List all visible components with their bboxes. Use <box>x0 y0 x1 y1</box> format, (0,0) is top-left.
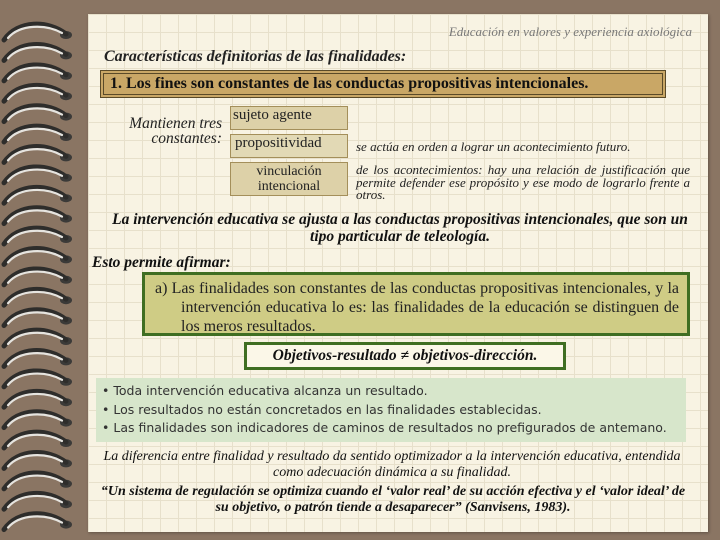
bullet-item: • Las finalidades son indicadores de caminos de resultados no prefigurados de antemano. <box>102 419 686 438</box>
binding-ring <box>4 187 72 203</box>
binding-ring <box>4 65 72 81</box>
binding-ring <box>4 269 72 285</box>
term-vinculacion-intencional: vinculación intencional <box>230 162 348 196</box>
binding-ring <box>4 453 72 469</box>
binding-ring <box>4 85 72 101</box>
spiral-binding <box>0 0 96 540</box>
bullet-list <box>96 378 686 442</box>
binding-ring <box>4 351 72 367</box>
binding-ring <box>4 45 72 61</box>
propositividad-description: se actúa en orden a lograr un acontecimiento futuro. <box>356 139 631 154</box>
sanvisens-quote: “Un sistema de regulación se optimiza cuando el ‘valor real’ de su acción efectiva y el ‘valor ideal’ de su objetivo, o patrón tiende a desaparecer” (Sanvisens, 1983). <box>100 484 686 515</box>
binding-ring <box>4 208 72 224</box>
intervencion-statement: La intervención educativa se ajusta a las conductas propositivas intencionales, que son un tipo particular de teleología. <box>112 211 688 245</box>
binding-ring <box>4 228 72 244</box>
binding-ring <box>4 126 72 142</box>
constantes-lead: Mantienen tres constantes: <box>129 115 222 147</box>
slide-header: Educación en valores y experiencia axiológica <box>448 24 692 39</box>
diferencia-paragraph: La diferencia entre finalidad y resultado da sentido optimizador a la intervención educativa, entendida como adecuación dinámica a su finalidad. <box>103 449 681 480</box>
afirmacion-a-box: a) Las finalidades son constantes de las conductas propositivas intencionales, y la intervención educativa lo es: las finalidades de la educación se distinguen de los meros resultados. <box>142 272 690 336</box>
binding-ring <box>4 412 72 428</box>
term-sujeto-agente: sujeto agente <box>230 106 348 130</box>
bullet-item: • Los resultados no están concretados en las finalidades establecidas. <box>102 401 686 420</box>
binding-ring <box>4 473 72 489</box>
binding-ring <box>4 371 72 387</box>
binding-ring <box>4 289 72 305</box>
vinculacion-description: de los acontecimientos: hay una relación de justificación que permite defender ese propósito y ese modo de lograrlo frente a otros. <box>356 162 690 202</box>
thesis-box: 1. Los fines son constantes de las conductas propositivas intencionales. <box>100 70 666 98</box>
binding-ring <box>4 330 72 346</box>
term-propositividad: propositividad <box>230 134 348 158</box>
binding-ring <box>4 249 72 265</box>
slide-title: Características definitorias de las finalidades: <box>104 48 407 65</box>
esto-permite-label: Esto permite afirmar: <box>92 254 231 271</box>
binding-ring <box>4 432 72 448</box>
binding-ring <box>4 167 72 183</box>
objetivos-box: Objetivos-resultado ≠ objetivos-dirección. <box>244 342 566 370</box>
binding-ring <box>4 106 72 122</box>
binding-ring <box>4 514 72 530</box>
binding-ring <box>4 147 72 163</box>
binding-ring <box>4 24 72 40</box>
binding-ring <box>4 391 72 407</box>
binding-ring <box>4 310 72 326</box>
binding-ring <box>4 493 72 509</box>
bullet-item: • Toda intervención educativa alcanza un resultado. <box>102 382 686 401</box>
